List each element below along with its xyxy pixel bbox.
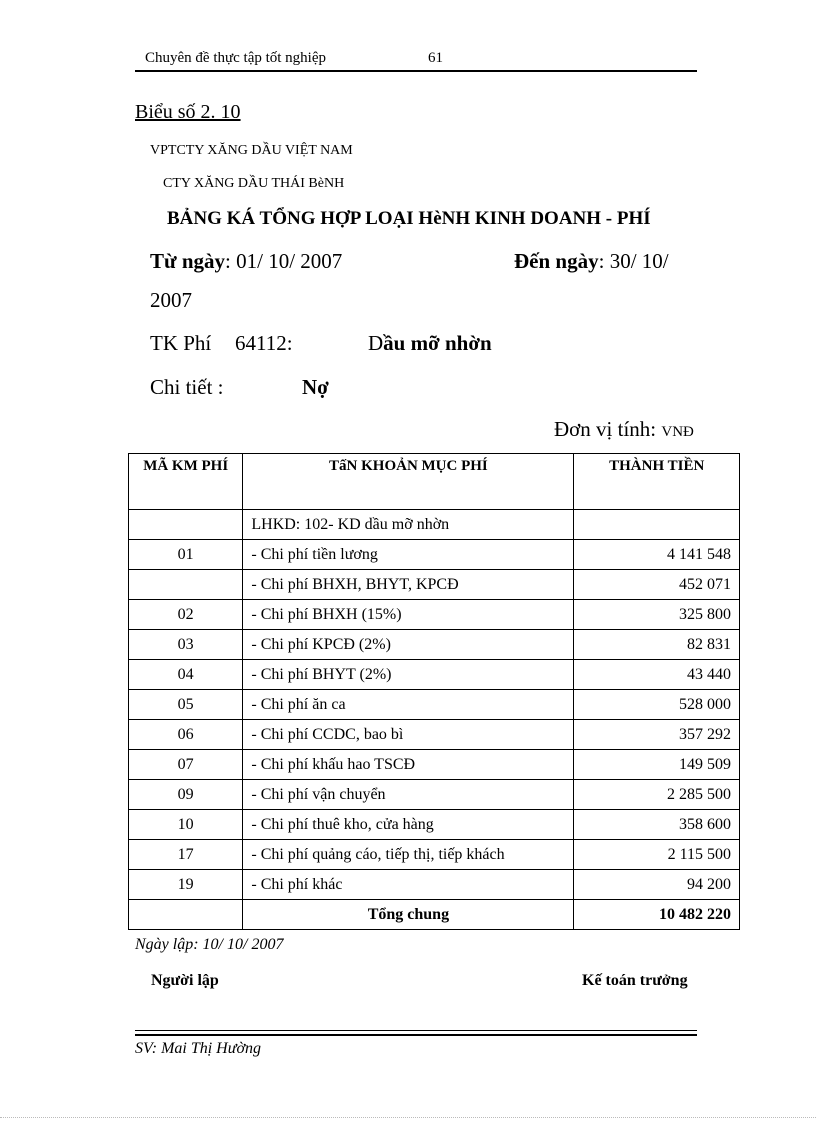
col-header-name: TấN KHOẢN MỤC PHÍ — [243, 454, 574, 510]
unit-label-text: Đơn vị tính: — [554, 417, 662, 441]
fee-table — [128, 453, 740, 930]
cell-amount: 358 600 — [574, 810, 740, 840]
cell-name: - Chi phí BHXH, BHYT, KPCĐ — [243, 570, 574, 600]
table-row — [129, 780, 740, 810]
cell-amount: 452 071 — [574, 570, 740, 600]
total-code-cell — [129, 900, 243, 930]
cell-amount: 325 800 — [574, 600, 740, 630]
account-label: TK Phí — [150, 331, 212, 355]
cell-amount: 149 509 — [574, 750, 740, 780]
footer-rule-thick — [135, 1034, 697, 1036]
report-title: BẢNG KÁ TỔNG HỢP LOẠI HèNH KINH DOANH - PHÍ — [167, 208, 651, 229]
table-row — [129, 720, 740, 750]
table-row — [129, 540, 740, 570]
period-to-value: : 30/ 10/ — [598, 249, 669, 273]
cell-amount: 2 285 500 — [574, 780, 740, 810]
cell-code — [129, 570, 243, 600]
cell-amount: 2 115 500 — [574, 840, 740, 870]
table-row — [129, 750, 740, 780]
table-row — [129, 630, 740, 660]
cell-name: - Chi phí quảng cáo, tiếp thị, tiếp khách — [243, 840, 574, 870]
cell-amount: 4 141 548 — [574, 540, 740, 570]
unit-code: VNĐ — [661, 424, 694, 440]
table-row — [129, 810, 740, 840]
cell-code: 02 — [129, 600, 243, 630]
cell-name: - Chi phí tiền lương — [243, 540, 574, 570]
preparer-signature-label: Người lập — [151, 972, 219, 989]
cell-amount: 528 000 — [574, 690, 740, 720]
col-header-code: MÃ KM PHÍ — [129, 454, 243, 510]
student-name: SV: Mai Thị Hường — [135, 1040, 261, 1057]
cell-code: 07 — [129, 750, 243, 780]
cell-code: 03 — [129, 630, 243, 660]
cell-code: 06 — [129, 720, 243, 750]
header-title: Chuyên đề thực tập tốt nghiệp — [145, 50, 327, 66]
table-row — [129, 510, 740, 540]
unit-label — [554, 417, 694, 442]
cell-code: 19 — [129, 870, 243, 900]
cell-name: - Chi phí CCDC, bao bì — [243, 720, 574, 750]
period-from-label: Từ ngày — [150, 249, 226, 273]
cell-name: - Chi phí KPCĐ (2%) — [243, 630, 574, 660]
total-label: Tổng chung — [243, 900, 574, 930]
cell-code — [129, 510, 243, 540]
cell-code: 09 — [129, 780, 243, 810]
cell-code: 01 — [129, 540, 243, 570]
cell-name: - Chi phí ăn ca — [243, 690, 574, 720]
page-number: 61 — [428, 50, 443, 66]
table-row — [129, 840, 740, 870]
table-row — [129, 570, 740, 600]
total-value: 10 482 220 — [574, 900, 740, 930]
period-to — [514, 249, 669, 274]
cell-name: - Chi phí khấu hao TSCĐ — [243, 750, 574, 780]
account-name — [368, 331, 492, 356]
form-number: Biểu số 2. 10 — [135, 101, 241, 123]
table-row — [129, 870, 740, 900]
table-total-row — [129, 900, 740, 930]
footer-rule-thin — [135, 1030, 697, 1031]
chief-accountant-label: Kế toán trưởng — [582, 972, 688, 989]
cell-name: - Chi phí BHYT (2%) — [243, 660, 574, 690]
cell-name: LHKD: 102- KD dầu mỡ nhờn — [243, 510, 574, 540]
cell-code: 17 — [129, 840, 243, 870]
table-row — [129, 690, 740, 720]
account-name-prefix: D — [368, 331, 384, 355]
table-row — [129, 600, 740, 630]
cell-amount: 82 831 — [574, 630, 740, 660]
cell-name: - Chi phí vận chuyển — [243, 780, 574, 810]
account-code: 64112: — [235, 331, 293, 355]
cell-name: - Chi phí thuê kho, cửa hàng — [243, 810, 574, 840]
org-parent: VPTCTY XĂNG DẦU VIỆT NAM — [150, 143, 353, 158]
header-rule — [135, 70, 697, 72]
cell-code: 10 — [129, 810, 243, 840]
table-header-row — [129, 454, 740, 510]
date-prepared: Ngày lập: 10/ 10/ 2007 — [135, 936, 284, 953]
org-company: CTY XĂNG DẦU THÁI BèNH — [163, 176, 345, 191]
cell-code: 04 — [129, 660, 243, 690]
col-header-amount: THÀNH TIỀN — [574, 454, 740, 510]
detail-label: Chi tiết : — [150, 375, 224, 399]
detail-value: Nợ — [302, 375, 329, 399]
account-name-rest: ầu mỡ nhờn — [383, 331, 492, 355]
cell-name: - Chi phí BHXH (15%) — [243, 600, 574, 630]
cell-amount: 43 440 — [574, 660, 740, 690]
period-from — [150, 249, 342, 274]
cell-name: - Chi phí khác — [243, 870, 574, 900]
table-row — [129, 660, 740, 690]
cell-amount — [574, 510, 740, 540]
cell-code: 05 — [129, 690, 243, 720]
period-to-year: 2007 — [150, 288, 192, 312]
period-to-label: Đến ngày — [514, 249, 599, 273]
period-from-value: : 01/ 10/ 2007 — [225, 249, 343, 273]
page-edge-dotted — [0, 1117, 816, 1118]
cell-amount: 357 292 — [574, 720, 740, 750]
cell-amount: 94 200 — [574, 870, 740, 900]
